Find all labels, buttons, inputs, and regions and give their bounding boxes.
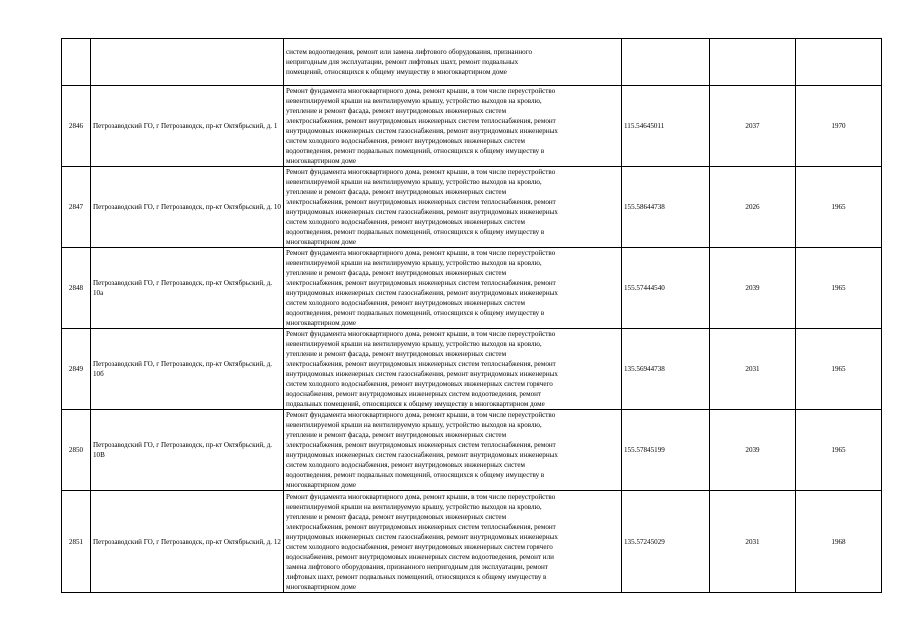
- works-line: утепление и ремонт фасада, ремонт внутридомовых инженерных систем: [286, 512, 507, 521]
- works-line: электроснабжения, ремонт внутридомовых инженерных систем теплоснабжения, ремонт: [286, 279, 556, 287]
- row-year: 2039: [710, 410, 796, 491]
- row-built-year: 1965: [796, 167, 882, 248]
- works-line: подвальных помещений, относящихся к общему имуществу в многоквартирном доме: [286, 400, 545, 408]
- works-line: невентилируемой крыши на вентилируемую крышу, устройство выходов на кровлю,: [286, 502, 542, 511]
- works-line: внутридомовых инженерных систем газоснабжения, ремонт внутридомовых инженерных: [286, 208, 558, 216]
- row-year: [710, 39, 796, 86]
- row-built-year: [796, 39, 882, 86]
- row-value: 135.57245029: [622, 491, 710, 593]
- row-address: Петрозаводский ГО, г Петрозаводск, пр-кт Октябрьский, д. 10а: [91, 248, 284, 329]
- row-address: Петрозаводский ГО, г Петрозаводск, пр-кт Октябрьский, д. 10В: [91, 410, 284, 491]
- row-built-year: 1968: [796, 491, 882, 593]
- works-line: Ремонт фундамента многоквартирного дома, ремонт крыши, в том числе переустройство: [286, 492, 556, 501]
- row-works: [284, 329, 622, 410]
- row-value: [622, 39, 710, 86]
- works-line: водоотведения, ремонт подвальных помещений, относящихся к общему имуществу в: [286, 309, 545, 317]
- works-line: многоквартирном доме: [286, 481, 356, 489]
- table-row: [62, 86, 882, 167]
- works-line: утепление и ремонт фасада, ремонт внутридомовых инженерных систем: [286, 107, 507, 115]
- works-line: систем холодного водоснабжения, ремонт внутридомовых инженерных систем: [286, 218, 525, 226]
- works-line: электроснабжения, ремонт внутридомовых инженерных систем теплоснабжения, ремонт: [286, 117, 556, 125]
- row-year: 2037: [710, 86, 796, 167]
- works-line: электроснабжения, ремонт внутридомовых инженерных систем теплоснабжения, ремонт: [286, 441, 556, 449]
- row-number: 2848: [62, 248, 91, 329]
- row-number: 2850: [62, 410, 91, 491]
- row-works: [284, 410, 622, 491]
- row-built-year: 1970: [796, 86, 882, 167]
- row-address: Петрозаводский ГО, г Петрозаводск, пр-кт Октябрьский, д. 1: [91, 86, 284, 167]
- works-line: водоснабжения, ремонт внутридомовых инженерных систем водоотведения, ремонт или: [286, 552, 554, 561]
- works-line: систем холодного водоснабжения, ремонт внутридомовых инженерных систем: [286, 137, 525, 145]
- works-line: Ремонт фундамента многоквартирного дома, ремонт крыши, в том числе переустройство: [286, 168, 556, 176]
- table-row: [62, 39, 882, 86]
- row-value: 115.54645011: [622, 86, 710, 167]
- works-line: Ремонт фундамента многоквартирного дома, ремонт крыши, в том числе переустройство: [286, 87, 556, 95]
- works-line: систем водоотведения, ремонт или замена лифтового оборудования, признанного: [286, 48, 533, 56]
- works-line: внутридомовых инженерных систем газоснабжения, ремонт внутридомовых инженерных: [286, 451, 558, 459]
- works-line: водоснабжения, ремонт внутридомовых инженерных систем водоотведения, ремонт: [286, 390, 542, 398]
- table-body: [62, 39, 882, 593]
- works-line: систем холодного водоснабжения, ремонт внутридомовых инженерных систем горячего: [286, 542, 553, 551]
- row-number: [62, 39, 91, 86]
- works-line: многоквартирном доме: [286, 319, 356, 327]
- row-number: 2849: [62, 329, 91, 410]
- row-works: [284, 491, 622, 593]
- row-value: 135.56944738: [622, 329, 710, 410]
- row-works: [284, 39, 622, 86]
- row-year: 2026: [710, 167, 796, 248]
- works-line: Ремонт фундамента многоквартирного дома, ремонт крыши, в том числе переустройство: [286, 411, 556, 419]
- row-works: [284, 248, 622, 329]
- works-line: утепление и ремонт фасада, ремонт внутридомовых инженерных систем: [286, 269, 507, 277]
- works-line: многоквартирном доме: [286, 157, 356, 165]
- works-line: электроснабжения, ремонт внутридомовых инженерных систем теплоснабжения, ремонт: [286, 522, 556, 531]
- row-year: 2031: [710, 329, 796, 410]
- table-row: [62, 248, 882, 329]
- works-line: систем холодного водоснабжения, ремонт внутридомовых инженерных систем: [286, 299, 525, 307]
- row-built-year: 1965: [796, 329, 882, 410]
- works-line: многоквартирном доме: [286, 238, 356, 246]
- row-number: 2847: [62, 167, 91, 248]
- works-line: непригодным для эксплуатации, ремонт лифтовых шахт, ремонт подвальных: [286, 58, 519, 66]
- row-address: Петрозаводский ГО, г Петрозаводск, пр-кт Октябрьский, д. 10: [91, 167, 284, 248]
- works-line: систем холодного водоснабжения, ремонт внутридомовых инженерных систем горячего: [286, 380, 553, 388]
- row-value: 155.57444540: [622, 248, 710, 329]
- row-number: 2851: [62, 491, 91, 593]
- works-line: многоквартирном доме: [286, 582, 356, 591]
- works-line: невентилируемой крыши на вентилируемую крышу, устройство выходов на кровлю,: [286, 97, 542, 105]
- works-line: электроснабжения, ремонт внутридомовых инженерных систем теплоснабжения, ремонт: [286, 360, 556, 368]
- works-line: невентилируемой крыши на вентилируемую крышу, устройство выходов на кровлю,: [286, 340, 542, 348]
- works-line: утепление и ремонт фасада, ремонт внутридомовых инженерных систем: [286, 350, 507, 358]
- table-row: [62, 410, 882, 491]
- table-row: [62, 167, 882, 248]
- row-address: Петрозаводский ГО, г Петрозаводск, пр-кт Октябрьский, д. 12: [91, 491, 284, 593]
- works-line: замена лифтового оборудования, признанного непригодным для эксплуатации, ремонт: [286, 562, 548, 571]
- row-year: 2039: [710, 248, 796, 329]
- works-line: лифтовых шахт, ремонт подвальных помещений, относящихся к общему имуществу в: [286, 572, 547, 581]
- works-line: водоотведения, ремонт подвальных помещений, относящихся к общему имуществу в: [286, 471, 545, 479]
- works-line: невентилируемой крыши на вентилируемую крышу, устройство выходов на кровлю,: [286, 178, 542, 186]
- row-works: [284, 167, 622, 248]
- works-line: внутридомовых инженерных систем газоснабжения, ремонт внутридомовых инженерных: [286, 127, 558, 135]
- works-line: невентилируемой крыши на вентилируемую крышу, устройство выходов на кровлю,: [286, 259, 542, 267]
- table-row: [62, 491, 882, 593]
- row-value: 155.57845199: [622, 410, 710, 491]
- works-line: утепление и ремонт фасада, ремонт внутридомовых инженерных систем: [286, 431, 507, 439]
- row-built-year: 1965: [796, 410, 882, 491]
- row-built-year: 1965: [796, 248, 882, 329]
- document-page: [61, 38, 881, 593]
- works-line: невентилируемой крыши на вентилируемую крышу, устройство выходов на кровлю,: [286, 421, 542, 429]
- row-address: [91, 39, 284, 86]
- works-line: внутридомовых инженерных систем газоснабжения, ремонт внутридомовых инженерных: [286, 289, 558, 297]
- row-value: 155.58644738: [622, 167, 710, 248]
- works-line: внутридомовых инженерных систем газоснабжения, ремонт внутридомовых инженерных: [286, 370, 558, 378]
- works-line: утепление и ремонт фасада, ремонт внутридомовых инженерных систем: [286, 188, 507, 196]
- repair-schedule-table: [61, 38, 882, 593]
- works-line: Ремонт фундамента многоквартирного дома, ремонт крыши, в том числе переустройство: [286, 330, 556, 338]
- works-line: водоотведения, ремонт подвальных помещений, относящихся к общему имуществу в: [286, 147, 545, 155]
- works-line: водоотведения, ремонт подвальных помещений, относящихся к общему имуществу в: [286, 228, 545, 236]
- table-row: [62, 329, 882, 410]
- works-line: помещений, относящихся к общему имуществу в многоквартирном доме: [286, 68, 507, 76]
- works-line: систем холодного водоснабжения, ремонт внутридомовых инженерных систем: [286, 461, 525, 469]
- row-works: [284, 86, 622, 167]
- works-line: Ремонт фундамента многоквартирного дома, ремонт крыши, в том числе переустройство: [286, 249, 556, 257]
- works-line: электроснабжения, ремонт внутридомовых инженерных систем теплоснабжения, ремонт: [286, 198, 556, 206]
- row-number: 2846: [62, 86, 91, 167]
- works-line: внутридомовых инженерных систем газоснабжения, ремонт внутридомовых инженерных: [286, 532, 558, 541]
- row-year: 2031: [710, 491, 796, 593]
- row-address: Петрозаводский ГО, г Петрозаводск, пр-кт Октябрьский, д. 10б: [91, 329, 284, 410]
